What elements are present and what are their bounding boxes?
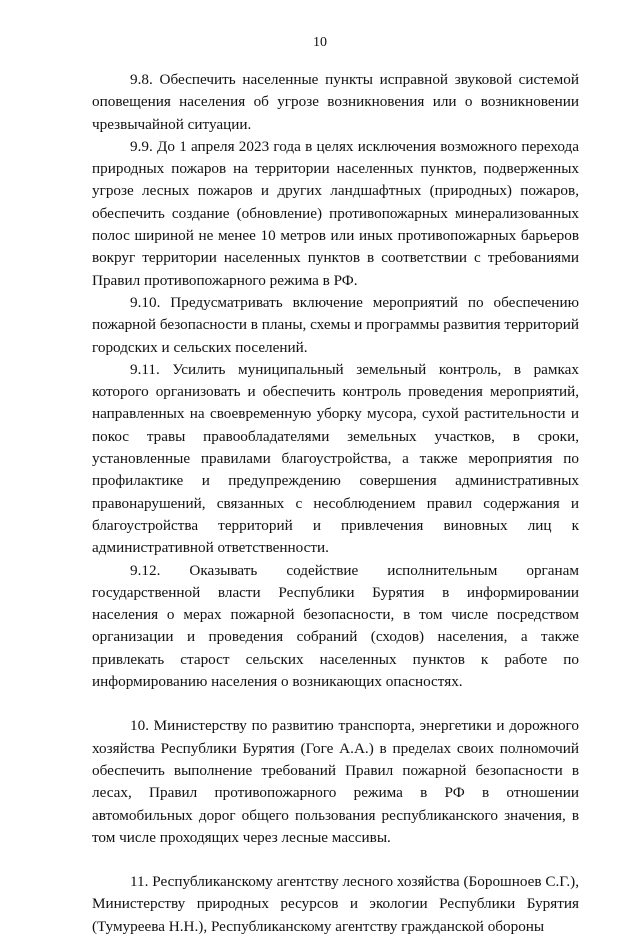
document-body xyxy=(92,69,579,938)
page-number: 10 xyxy=(313,35,327,50)
paragraph-9-10: 9.10. Предусматривать включение мероприятий по обеспечению пожарной безопасности в планы, схемы и программы развития территорий городских и сельских поселений. xyxy=(92,293,580,356)
paragraph-11: 11. Республиканскому агентству лесного хозяйства (Борошноев С.Г.), Министерству природных ресурсов и экологии Республики Бурятия (Тумуреева Н.Н.), Республиканскому агентству гражданской обороны xyxy=(92,873,579,935)
paragraph-9-11: 9.11. Усилить муниципальный земельный контроль, в рамках которого организовать и обеспечить контроль проведения мероприятий, направленных на своевременную уборку мусора, сухой растительности и покос травы правообладателями земельных участков, в сроки, установленные правилами благоустройства, а также мероприятия по профилактике и предупреждению совершения административных правонарушений, связанных с несоблюдением правил содержания и благоустройства территорий и привлечения виновных лиц к административной ответственности. xyxy=(92,360,579,557)
paragraph-9-9: 9.9. До 1 апреля 2023 года в целях исключения возможного перехода природных пожаров на территории населенных пунктов, подверженных угрозе лесных пожаров и других ландшафтных (природных) пожаров, обеспечить создание (обновление) противопожарных минерализованных полос шириной не менее 10 метров или иных противопожарных барьеров вокруг территории населенных пунктов в соответствии с требованиями Правил противопожарного режима в РФ. xyxy=(92,137,579,289)
paragraph-10: 10. Министерству по развитию транспорта, энергетики и дорожного хозяйства Республики Бурятия (Гоге А.А.) в пределах своих полномочий обеспечить выполнение требований Правил пожарной безопасности в лесах, Правил противопожарного режима в РФ в отношении автомобильных дорог общего пользования республиканского значения, в том числе проходящих через лесные массивы. xyxy=(92,717,579,846)
paragraph-9-12: 9.12. Оказывать содействие исполнительным органам государственной власти Республики Бурятия в информировании населения о мерах пожарной безопасности, в том числе посредством организации и проведения собраний (сходов) населения, а также привлекать старост сельских населенных пунктов к работе по информированию населения о возникающих опасностях. xyxy=(92,561,579,691)
paragraph-9-8: 9.8. Обеспечить населенные пункты исправной звуковой системой оповещения населения об угрозе возникновения или о возникновении чрезвычайной ситуации. xyxy=(92,71,579,133)
